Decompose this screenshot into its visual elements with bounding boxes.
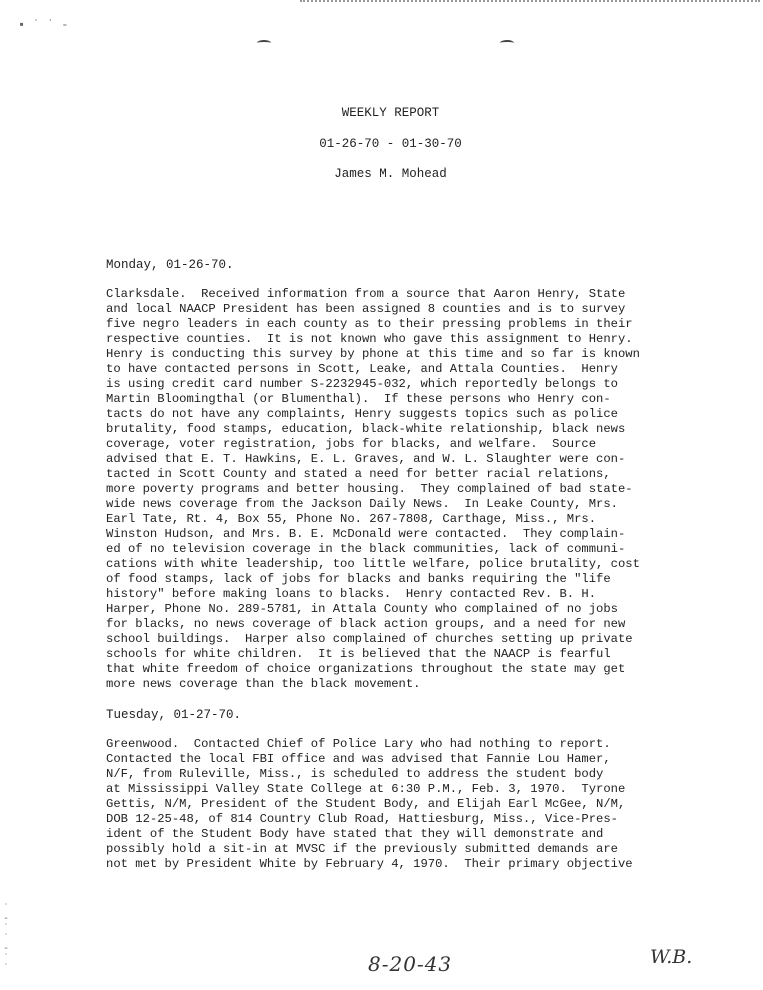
report-title: WEEKLY REPORT xyxy=(341,106,440,120)
scan-smudge: ▪ ˙ ˙ ‐ xyxy=(18,18,69,32)
punch-mark-left xyxy=(257,40,271,46)
handwritten-initials: W.B. xyxy=(650,946,693,968)
report-date-range: 01-26-70 - 01-30-70 xyxy=(319,137,462,151)
section-paragraph-tuesday: Greenwood. Contacted Chief of Police Lary who had nothing to report. Contacted the local FBI office and was advised that Fannie Lou Hamer, N/F, from Ruleville, Miss., is scheduled to address the student body at Mississippi Valley State College at 6:30 P.M., Feb. 3, 1970. Tyrone Gettis, N/M, President of the Student Body, and Elijah Earl McGee, N/M, DOB 12-25-48, of 814 Country Club Road, Hattiesburg, Miss., Vice-Pres- ident of the Student Body have stated that they will demonstrate and possibly hold a sit-in at MVSC if the previously submitted demands are not met by President White by February 4, 1970. Their primary objective xyxy=(106,737,633,871)
scan-edge-dotted-line xyxy=(300,0,760,2)
section-heading-tuesday: Tuesday, 01-27-70. xyxy=(106,708,242,722)
section-heading-monday: Monday, 01-26-70. xyxy=(106,258,234,272)
punch-mark-right xyxy=(500,40,514,46)
section-paragraph-monday: Clarksdale. Received information from a source that Aaron Henry, State and local NAACP President has been assigned 8 counties and is to survey five negro leaders in each county as to their pressing problems in their respective counties. It is not known who gave this assignment to Henry. Henry is conducting this survey by phone at this time and so far is known to have contacted persons in Scott, Leake, and Attala Counties. Henry is using credit card number S-2232945-032, which reportedly belongs to Martin Bloomingthal (or Blumenthal). If these persons who Henry con- tacts do not have any complaints, Henry suggests topics such as police brutality, food stamps, education, black-white relationship, black news coverage, voter registration, jobs for blacks, and welfare. Source advised that E. T. Hawkins, E. L. Graves, and W. L. Slaughter were con- tacted in Scott County and stated a need for better racial relations, more poverty programs and better housing. They complained of bad state- wide news coverage from the Jackson Daily News. In Leake County, Mrs. Earl Tate, Rt. 4, Box 55, Phone No. 267-7808, Carthage, Miss., Mrs. Winston Hudson, and Mrs. B. E. McDonald were contacted. They complain- ed of no television coverage in the black communities, lack of communi- cations with white leadership, too little welfare, police brutality, cost of food stamps, lack of jobs for blacks and banks requiring the "life history" before making loans to blacks. Henry contacted Rev. B. H. Harper, Phone No. 289-5781, in Attala County who complained of no jobs for blacks, no news coverage of black action groups, and a need for new school buildings. Harper also complained of churches setting up private schools for white children. It is believed that the NAACP is fearful that white freedom of choice organizations throughout the state may get more news coverage than the black movement. xyxy=(106,287,640,691)
report-author: James M. Mohead xyxy=(334,167,447,181)
handwritten-document-number: 8-20-43 xyxy=(368,952,453,976)
left-margin-scan-marks: ˙ ‐ ˙ ˙ ‐ ˙ ˙ xyxy=(3,904,10,975)
